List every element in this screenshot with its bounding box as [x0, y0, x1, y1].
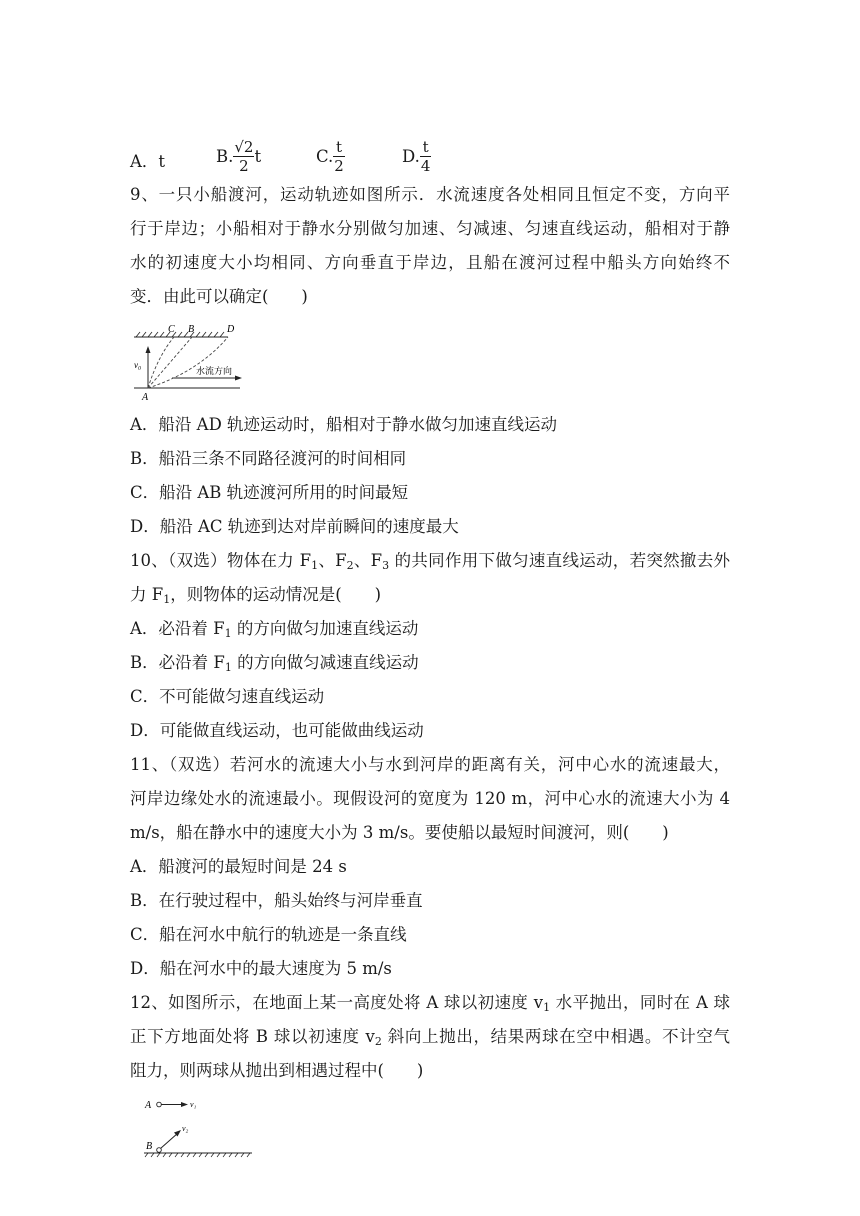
- q9-label-a: A: [142, 392, 149, 402]
- q12-v1-arrowhead: [181, 1102, 188, 1107]
- q9-label-d: D: [227, 324, 235, 335]
- q12-label-v2: v₂: [182, 1124, 189, 1133]
- q11-option-c: C．船在河水中航行的轨迹是一条直线: [130, 925, 407, 944]
- q9-label-b: B: [188, 324, 195, 335]
- q11-stem-line-3: m/s，船在静水中的速度大小为 3 m/s。要使船以最短时间渡河，则( ): [130, 823, 669, 842]
- q8-options: [0, 138, 860, 178]
- q10-option-d: D．可能做直线运动，也可能做曲线运动: [130, 721, 424, 740]
- q11-option-a: A．船渡河的最短时间是 24 s: [130, 857, 347, 876]
- q8-option-b-label: B.: [216, 147, 234, 166]
- q11-option-d: D．船在河水中的最大速度为 5 m/s: [130, 959, 392, 978]
- q12-label-a: A: [145, 1100, 152, 1111]
- q8-option-c-numerator: t: [333, 138, 345, 157]
- q12-ball-a: [157, 1102, 162, 1107]
- q8-option-d-fraction: [420, 138, 432, 175]
- q8-option-c-label: C.: [316, 147, 334, 166]
- q11-stem-line-1: 11、（双选）若河水的流速大小与水到河岸的距离有关，河中心水的流速最大，: [130, 755, 730, 774]
- q12-label-b: B: [146, 1141, 153, 1152]
- q9-boat-crossing-figure: [128, 322, 248, 402]
- q8-option-c-fraction: [333, 138, 345, 175]
- q9-stem-line-3: 水的初速度大小均相同、方向垂直于岸边，且船在渡河过程中船头方向始终不: [130, 253, 730, 272]
- q10-option-b: B．必沿着 $F_1$ 的方向做匀减速直线运动: [130, 653, 419, 674]
- q9-trajectory-ad: [148, 337, 228, 388]
- q12-stem-line-2: 正下方地面处将 B 球以初速度 $v_2$ 斜向上抛出，结果两球在空中相遇。不计空气: [130, 1027, 730, 1048]
- q9-stem-line-1: 9、一只小船渡河，运动轨迹如图所示．水流速度各处相同且恒定不变，方向平: [130, 185, 730, 204]
- q8-option-d-label: D.: [402, 147, 420, 166]
- q9-label-v0: v₀: [134, 360, 142, 370]
- q11-option-b: B．在行驶过程中，船头始终与河岸垂直: [130, 891, 423, 910]
- q9-option-d: D．船沿 AC 轨迹到达对岸前瞬间的速度最大: [130, 517, 459, 536]
- q9-option-a: A．船沿 AD 轨迹运动时，船相对于静水做匀加速直线运动: [130, 415, 558, 434]
- q9-label-flow-direction: 水流方向: [196, 367, 233, 377]
- q10-option-c: C．不可能做匀速直线运动: [130, 687, 325, 706]
- q9-stem-line-4: 变．由此可以确定( ): [130, 287, 308, 306]
- q9-trajectory-ac: [148, 337, 174, 388]
- q12-stem-line-1: 12、如图所示，在地面上某一高度处将 A 球以初速度 $v_1$ 水平抛出，同时在 A 球: [130, 993, 730, 1014]
- q8-option-d-numerator: t: [420, 138, 432, 157]
- q9-option-c: C．船沿 AB 轨迹渡河所用的时间最短: [130, 483, 409, 502]
- q10-option-a: A．必沿着 $F_1$ 的方向做匀加速直线运动: [130, 619, 419, 640]
- q8-option-b-tail: t: [254, 147, 262, 166]
- q9-option-b: B．船沿三条不同路径渡河的时间相同: [130, 449, 407, 468]
- q9-flow-arrowhead: [235, 376, 242, 381]
- q8-option-c-denominator: 2: [334, 157, 344, 175]
- q10-stem-line-2: 力 $F_1$，则物体的运动情况是( ): [130, 585, 382, 606]
- q12-stem-line-3: 阻力，则两球从抛出到相遇过程中( ): [130, 1061, 424, 1080]
- q8-option-a: A．t: [130, 152, 166, 171]
- q9-trajectory-ab: [148, 337, 192, 388]
- q11-stem-line-2: 河岸边缘处水的流速最小。现假设河的宽度为 120 m，河中心水的流速大小为 4: [130, 789, 730, 808]
- q8-option-b: [216, 138, 261, 175]
- q9-stem-line-2: 行于岸边；小船相对于静水分别做匀加速、匀减速、匀速直线运动，船相对于静: [130, 219, 730, 238]
- q12-projectile-figure: [140, 1094, 256, 1160]
- q8-option-c: [316, 138, 345, 175]
- q9-label-c: C: [168, 324, 175, 335]
- q9-bank-hatching: [136, 332, 224, 337]
- q8-option-d-denominator: 4: [420, 157, 431, 175]
- q8-option-b-fraction: [233, 138, 254, 175]
- q12-ground-hatching: [145, 1153, 250, 1157]
- q12-v2-arrow: [161, 1133, 179, 1149]
- q8-option-d: [402, 138, 431, 175]
- q8-option-b-denominator: 2: [239, 157, 249, 175]
- q12-label-v1: v₁: [190, 1100, 197, 1109]
- q8-option-b-numerator: √2: [234, 138, 254, 156]
- q9-v0-arrowhead: [146, 346, 151, 353]
- q10-stem-line-1: 10、（双选）物体在力 $F_1$、$F_2$、$F_3$ 的共同作用下做匀速直线运动，若突然撤去外: [130, 551, 730, 572]
